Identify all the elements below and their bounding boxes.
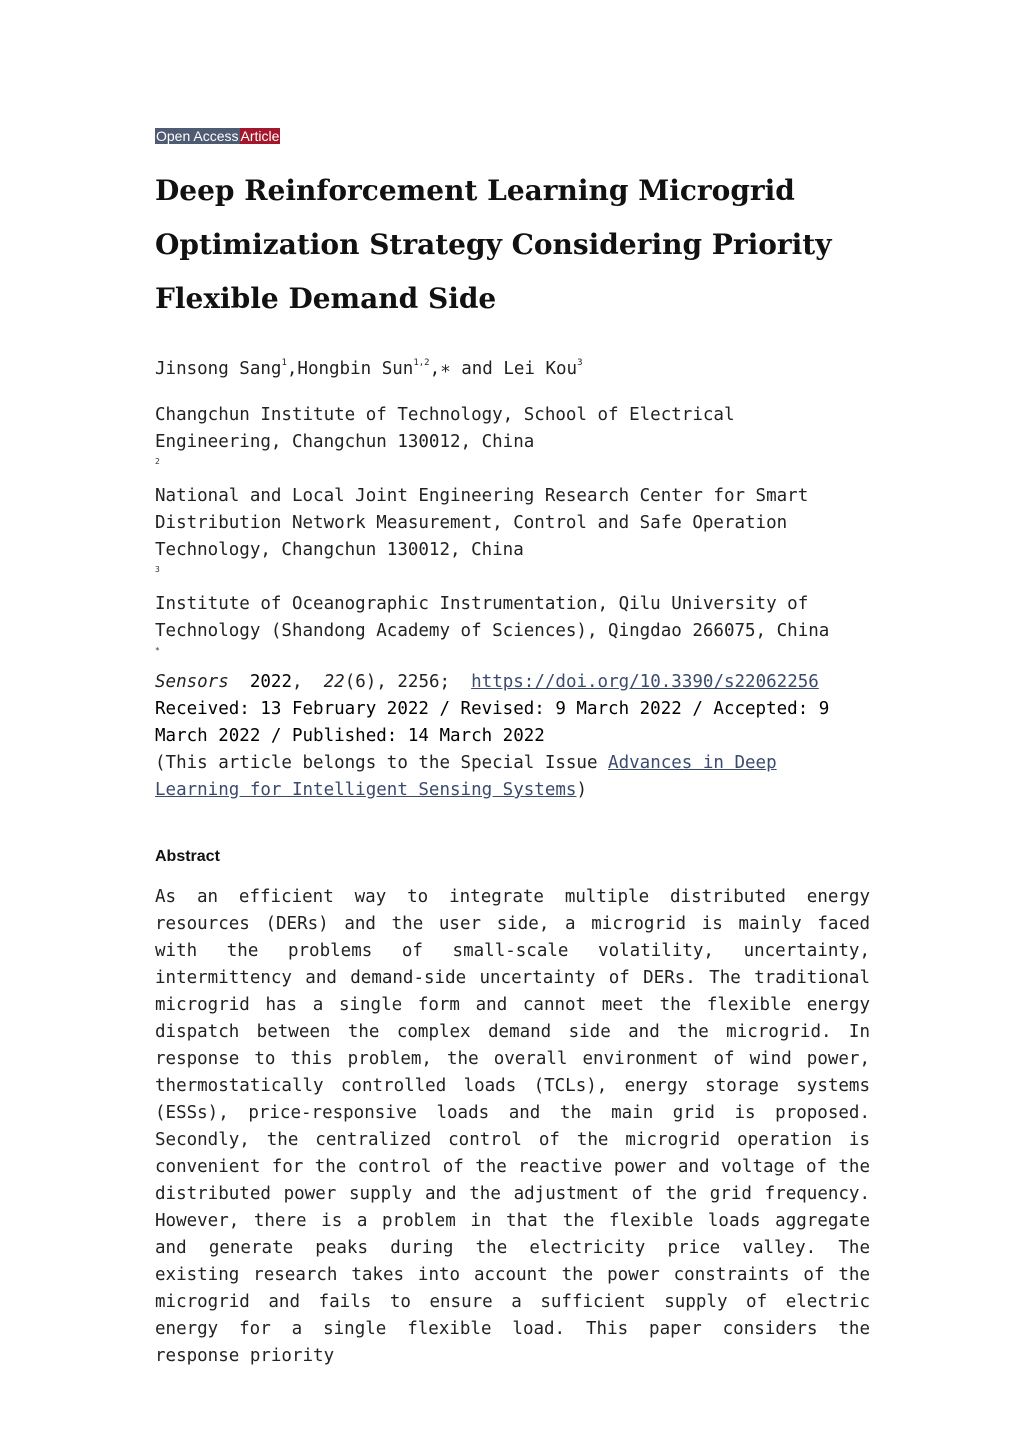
affiliation-1: Changchun Institute of Technology, School of Electrical Engineering, Changchun 130012, China: [155, 405, 735, 452]
special-issue-note: [155, 750, 870, 804]
author-list: Jinsong Sang$^1$,Hongbin Sun$^{1,2}$,∗ and Lei Kou$^3$: [155, 358, 583, 379]
article-page: [155, 128, 870, 1370]
author-3[interactable]: Lei Kou: [503, 359, 578, 379]
journal-name: Sensors: [155, 672, 229, 692]
author-2[interactable]: Hongbin Sun: [297, 359, 414, 379]
abstract-heading: Abstract: [155, 848, 220, 865]
author-and: and: [450, 359, 504, 379]
citation-block: [155, 669, 870, 804]
open-access-label: Open Access: [156, 128, 239, 144]
special-issue-link[interactable]: Advances in Deep Learning for Intelligent Sensing Systems: [155, 753, 777, 800]
open-access-badge: [155, 128, 280, 145]
article-type-label: Article: [240, 128, 280, 144]
corresponding-label: *: [155, 646, 160, 655]
affiliation-2: National and Local Joint Engineering Research Center for Smart Distribution Network Measurement, Control and Safe Operation Technology, Changchun 130012, China: [155, 486, 809, 560]
affiliation-label-2: 2: [155, 457, 160, 466]
doi-link[interactable]: https://doi.org/10.3390/s22062256: [471, 672, 819, 692]
citation-line: Sensors 2022, 22(6), 2256; https://doi.org/10.3390/s22062256: [155, 672, 819, 692]
abstract-text: As an efficient way to integrate multiple distributed energy resources (DERs) and the user side, a microgrid is mainly faced with the problems of small-scale volatility, uncertainty, intermittency and demand-side uncertainty of DERs. The traditional microgrid has a single form and cannot meet the flexible energy dispatch between the complex demand side and the microgrid. In response to this problem, the overall environment of wind power, thermostatically controlled loads (TCLs), energy storage systems (ESSs), price-responsive loads and the main grid is proposed. Secondly, the centralized control of the microgrid operation is convenient for the control of the reactive power and voltage of the distributed power supply and the adjustment of the grid frequency. However, there is a problem in that the flexible loads aggregate and generate peaks during the electricity price valley. The existing research takes into account the power constraints of the microgrid and fails to ensure a sufficient supply of electric energy for a single flexible load. This paper considers the response priority: [155, 887, 870, 1366]
author-1-affiliation: 1: [281, 358, 287, 368]
corresponding-mark: ,∗: [429, 359, 451, 379]
author-2-affiliation: 1,2: [413, 358, 430, 368]
article-title: Deep Reinforcement Learning Microgrid Optimization Strategy Considering Priority Flexible Demand Side: [155, 174, 832, 315]
special-issue-prefix: (This article belongs to the Special Issue: [155, 753, 609, 773]
citation-issue-pages: (6), 2256;: [344, 672, 451, 692]
citation-year: 2022: [249, 672, 292, 692]
author-1[interactable]: Jinsong Sang: [155, 359, 282, 379]
special-issue-suffix: ): [576, 780, 587, 800]
affiliation-3: Institute of Oceanographic Instrumentation, Qilu University of Technology (Shandong Academy of Sciences), Qingdao 266075, China: [155, 594, 830, 641]
citation-volume: 22: [323, 672, 345, 692]
affiliations: [155, 402, 870, 657]
affiliation-label-3: 3: [155, 565, 160, 574]
article-dates: Received: 13 February 2022 / Revised: 9 March 2022 / Accepted: 9 March 2022 / Published: 14 March 2022: [155, 699, 830, 746]
author-3-affiliation: 3: [577, 358, 583, 368]
